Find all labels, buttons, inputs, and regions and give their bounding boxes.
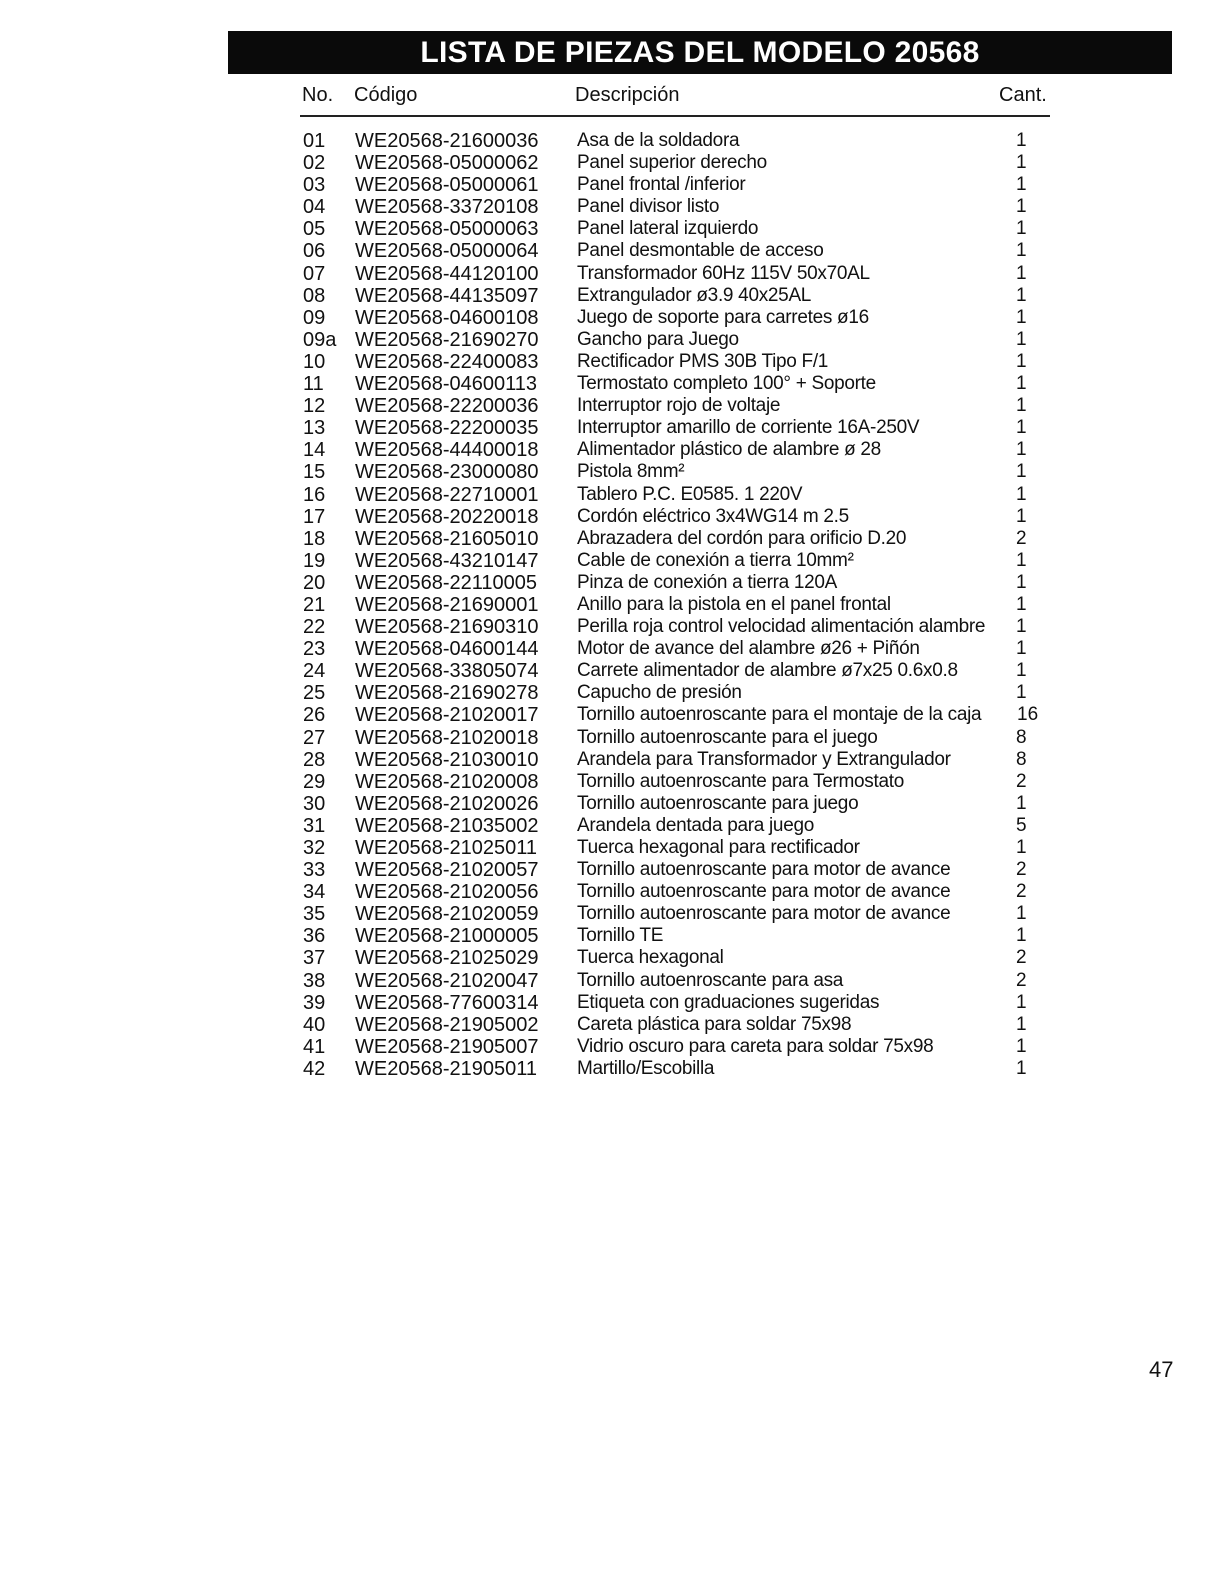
table-row [0, 837, 1210, 859]
part-code: WE20568-22200036 [355, 395, 539, 418]
part-quantity: 1 [1016, 593, 1027, 615]
part-code: WE20568-22200035 [355, 417, 539, 440]
table-row [0, 484, 1210, 506]
part-code: WE20568-05000061 [355, 174, 539, 197]
part-description: Vidrio oscuro para careta para soldar 75x98 [577, 1035, 934, 1057]
part-quantity: 1 [1016, 571, 1027, 593]
part-quantity: 2 [1016, 881, 1027, 903]
part-number: 03 [303, 174, 326, 197]
table-row [0, 550, 1210, 572]
part-code: WE20568-21905002 [355, 1013, 539, 1036]
part-description: Martillo/Escobilla [577, 1057, 715, 1079]
part-quantity: 1 [1016, 616, 1027, 638]
part-description: Transformador 60Hz 115V 50x70AL [577, 262, 870, 284]
part-code: WE20568-33720108 [355, 196, 539, 219]
part-code: WE20568-21020018 [355, 726, 539, 749]
part-description: Motor de avance del alambre ø26 + Piñón [577, 638, 920, 660]
part-quantity: 1 [1016, 439, 1027, 461]
part-description: Perilla roja control velocidad alimentación alambre [577, 616, 986, 638]
part-number: 08 [303, 284, 326, 307]
part-quantity: 5 [1016, 814, 1027, 836]
part-number: 33 [303, 859, 326, 882]
part-description: Tornillo autoenroscante para el juego [577, 726, 878, 748]
part-number: 27 [303, 726, 326, 749]
part-code: WE20568-21030010 [355, 748, 539, 771]
part-number: 18 [303, 527, 326, 550]
part-code: WE20568-21690278 [355, 682, 539, 705]
part-quantity: 1 [1016, 350, 1027, 372]
part-description: Tuerca hexagonal [577, 947, 724, 969]
part-code: WE20568-05000062 [355, 152, 539, 175]
part-description: Tornillo TE [577, 925, 664, 947]
part-code: WE20568-21025011 [355, 837, 537, 859]
table-row [0, 263, 1210, 285]
part-quantity: 8 [1016, 726, 1027, 748]
part-description: Tuerca hexagonal para rectificador [577, 837, 860, 858]
part-quantity: 1 [1016, 130, 1027, 151]
table-row [0, 771, 1210, 793]
part-code: WE20568-21025029 [355, 947, 539, 970]
table-row [0, 130, 1210, 152]
part-code: WE20568-04600113 [355, 373, 537, 396]
part-number: 30 [303, 792, 326, 815]
part-number: 09 [303, 306, 326, 329]
page-title: LISTA DE PIEZAS DEL MODELO 20568 [228, 31, 1172, 74]
part-description: Tornillo autoenroscante para motor de avance [577, 903, 951, 925]
part-description: Panel superior derecho [577, 152, 767, 174]
part-number: 23 [303, 638, 326, 661]
part-number: 04 [303, 196, 326, 219]
part-number: 22 [303, 616, 326, 639]
table-row [0, 616, 1210, 638]
table-row [0, 373, 1210, 395]
part-code: WE20568-33805074 [355, 660, 539, 683]
part-quantity: 1 [1016, 1035, 1027, 1057]
table-row [0, 859, 1210, 881]
part-description: Panel desmontable de acceso [577, 240, 824, 262]
part-description: Careta plástica para soldar 75x98 [577, 1013, 852, 1035]
part-quantity: 2 [1016, 969, 1027, 991]
part-description: Anillo para la pistola en el panel frontal [577, 593, 891, 615]
part-number: 07 [303, 262, 326, 285]
part-code: WE20568-22110005 [355, 571, 537, 594]
table-row [0, 174, 1210, 196]
part-number: 12 [303, 395, 326, 418]
part-number: 39 [303, 991, 326, 1014]
part-code: WE20568-05000063 [355, 218, 539, 241]
column-header-description: Descripción [575, 84, 680, 106]
table-row [0, 793, 1210, 815]
part-description: Pinza de conexión a tierra 120A [577, 571, 838, 593]
part-code: WE20568-21020057 [355, 859, 539, 882]
part-code: WE20568-22400083 [355, 350, 539, 373]
table-row [0, 749, 1210, 771]
part-code: WE20568-20220018 [355, 505, 539, 528]
table-row [0, 395, 1210, 417]
part-code: WE20568-44120100 [355, 262, 539, 285]
table-row [0, 815, 1210, 837]
part-quantity: 1 [1016, 461, 1027, 483]
part-code: WE20568-22710001 [355, 483, 539, 506]
table-row [0, 1014, 1210, 1036]
part-description: Carrete alimentador de alambre ø7x25 0.6x0.8 [577, 660, 958, 682]
part-description: Cordón eléctrico 3x4WG14 m 2.5 [577, 505, 849, 527]
part-quantity: 8 [1016, 748, 1027, 770]
part-number: 21 [303, 593, 326, 616]
table-row [0, 196, 1210, 218]
table-row [0, 329, 1210, 351]
table-row [0, 881, 1210, 903]
part-description: Asa de la soldadora [577, 130, 740, 151]
part-description: Tornillo autoenroscante para juego [577, 792, 859, 814]
part-number: 34 [303, 881, 326, 904]
part-quantity: 1 [1016, 196, 1027, 218]
part-description: Interruptor rojo de voltaje [577, 395, 781, 417]
part-number: 26 [303, 704, 326, 727]
part-quantity: 2 [1016, 527, 1027, 549]
part-quantity: 1 [1016, 1057, 1027, 1079]
part-quantity: 1 [1016, 483, 1027, 505]
part-description: Cable de conexión a tierra 10mm² [577, 549, 854, 571]
part-quantity: 1 [1016, 262, 1027, 284]
part-number: 29 [303, 770, 326, 793]
part-number: 32 [303, 837, 326, 859]
table-row [0, 903, 1210, 925]
part-code: WE20568-21020056 [355, 881, 539, 904]
table-row [0, 682, 1210, 704]
part-number: 10 [303, 350, 326, 373]
parts-table [0, 130, 1210, 1080]
part-quantity: 1 [1016, 903, 1027, 925]
part-quantity: 1 [1016, 549, 1027, 571]
part-quantity: 1 [1016, 837, 1027, 858]
part-quantity: 1 [1016, 328, 1027, 350]
part-quantity: 2 [1016, 770, 1027, 792]
table-row [0, 925, 1210, 947]
table-row [0, 285, 1210, 307]
part-number: 05 [303, 218, 326, 241]
part-description: Panel lateral izquierdo [577, 218, 759, 240]
part-code: WE20568-21690270 [355, 328, 539, 351]
part-number: 11 [303, 373, 324, 396]
table-row [0, 947, 1210, 969]
table-row [0, 218, 1210, 240]
part-quantity: 1 [1016, 505, 1027, 527]
part-code: WE20568-44135097 [355, 284, 539, 307]
part-number: 37 [303, 947, 326, 970]
part-description: Juego de soporte para carretes ø16 [577, 306, 869, 328]
part-number: 01 [303, 130, 326, 152]
part-number: 41 [303, 1035, 326, 1058]
part-code: WE20568-21020008 [355, 770, 539, 793]
header-divider [300, 115, 1050, 117]
part-number: 25 [303, 682, 326, 705]
part-number: 20 [303, 571, 326, 594]
table-row [0, 704, 1210, 726]
table-row [0, 351, 1210, 373]
part-quantity: 1 [1016, 306, 1027, 328]
table-row [0, 417, 1210, 439]
part-quantity: 2 [1016, 947, 1027, 969]
part-description: Abrazadera del cordón para orificio D.20 [577, 527, 907, 549]
part-description: Tablero P.C. E0585. 1 220V [577, 483, 803, 505]
part-description: Panel frontal /inferior [577, 174, 746, 196]
part-quantity: 1 [1016, 991, 1027, 1013]
part-number: 31 [303, 814, 326, 837]
table-row [0, 528, 1210, 550]
part-code: WE20568-21020059 [355, 903, 539, 926]
column-header-qty: Cant. [999, 84, 1047, 106]
part-code: WE20568-21905011 [355, 1057, 537, 1080]
column-header-code: Código [354, 84, 418, 106]
part-code: WE20568-23000080 [355, 461, 539, 484]
part-description: Alimentador plástico de alambre ø 28 [577, 439, 881, 461]
part-quantity: 1 [1016, 682, 1027, 704]
part-number: 36 [303, 925, 326, 948]
part-number: 38 [303, 969, 326, 992]
table-row [0, 1058, 1210, 1080]
part-description: Gancho para Juego [577, 328, 739, 350]
part-quantity: 1 [1016, 660, 1027, 682]
part-description: Panel divisor listo [577, 196, 720, 218]
table-row [0, 638, 1210, 660]
part-description: Rectificador PMS 30B Tipo F/1 [577, 350, 829, 372]
table-header [0, 84, 1210, 110]
part-quantity: 1 [1016, 152, 1027, 174]
part-description: Termostato completo 100° + Soporte [577, 373, 876, 395]
part-quantity: 1 [1016, 218, 1027, 240]
part-code: WE20568-43210147 [355, 549, 539, 572]
page-number: 47 [1149, 1357, 1174, 1382]
part-quantity: 1 [1016, 395, 1027, 417]
part-description: Interruptor amarillo de corriente 16A-250V [577, 417, 920, 439]
part-code: WE20568-21600036 [355, 130, 539, 152]
part-number: 09a [303, 328, 337, 351]
part-code: WE20568-44400018 [355, 439, 539, 462]
part-code: WE20568-21035002 [355, 814, 539, 837]
part-code: WE20568-21020047 [355, 969, 539, 992]
part-code: WE20568-21905007 [355, 1035, 539, 1058]
part-quantity: 1 [1016, 174, 1027, 196]
part-quantity: 16 [1017, 704, 1039, 726]
part-description: Tornillo autoenroscante para asa [577, 969, 844, 991]
part-code: WE20568-21020017 [355, 704, 539, 727]
part-code: WE20568-04600108 [355, 306, 539, 329]
part-number: 13 [303, 417, 326, 440]
part-number: 35 [303, 903, 326, 926]
part-code: WE20568-21020026 [355, 792, 539, 815]
part-quantity: 1 [1016, 284, 1027, 306]
table-row [0, 1036, 1210, 1058]
part-code: WE20568-77600314 [355, 991, 539, 1014]
part-number: 02 [303, 152, 326, 175]
part-code: WE20568-21690001 [355, 593, 539, 616]
part-number: 06 [303, 240, 326, 263]
part-description: Arandela dentada para juego [577, 814, 814, 836]
part-description: Tornillo autoenroscante para el montaje de la caja [577, 704, 982, 726]
part-number: 19 [303, 549, 326, 572]
part-quantity: 1 [1016, 373, 1027, 395]
part-quantity: 1 [1016, 1013, 1027, 1035]
part-quantity: 1 [1016, 638, 1027, 660]
part-number: 15 [303, 461, 326, 484]
part-number: 16 [303, 483, 326, 506]
table-row [0, 660, 1210, 682]
table-row [0, 240, 1210, 262]
part-code: WE20568-21605010 [355, 527, 539, 550]
part-quantity: 1 [1016, 417, 1027, 439]
part-code: WE20568-04600144 [355, 638, 539, 661]
part-code: WE20568-21690310 [355, 616, 539, 639]
part-description: Tornillo autoenroscante para Termostato [577, 770, 904, 792]
part-description: Capucho de presión [577, 682, 742, 704]
table-row [0, 572, 1210, 594]
part-number: 24 [303, 660, 326, 683]
table-row [0, 992, 1210, 1014]
part-quantity: 2 [1016, 859, 1027, 881]
part-code: WE20568-05000064 [355, 240, 539, 263]
part-number: 42 [303, 1057, 326, 1080]
table-row [0, 439, 1210, 461]
column-header-no: No. [302, 84, 334, 106]
part-description: Pistola 8mm² [577, 461, 685, 483]
part-description: Tornillo autoenroscante para motor de avance [577, 859, 951, 881]
part-description: Arandela para Transformador y Extrangulador [577, 748, 951, 770]
part-quantity: 1 [1016, 925, 1027, 947]
part-quantity: 1 [1016, 240, 1027, 262]
part-code: WE20568-21000005 [355, 925, 539, 948]
part-quantity: 1 [1016, 792, 1027, 814]
table-row [0, 970, 1210, 992]
table-row [0, 461, 1210, 483]
table-row [0, 152, 1210, 174]
table-row [0, 506, 1210, 528]
part-number: 17 [303, 505, 326, 528]
part-description: Tornillo autoenroscante para motor de avance [577, 881, 951, 903]
part-number: 40 [303, 1013, 326, 1036]
table-row [0, 307, 1210, 329]
part-description: Extrangulador ø3.9 40x25AL [577, 284, 812, 306]
table-row [0, 594, 1210, 616]
part-number: 28 [303, 748, 326, 771]
table-row [0, 727, 1210, 749]
part-description: Etiqueta con graduaciones sugeridas [577, 991, 880, 1013]
part-number: 14 [303, 439, 326, 462]
